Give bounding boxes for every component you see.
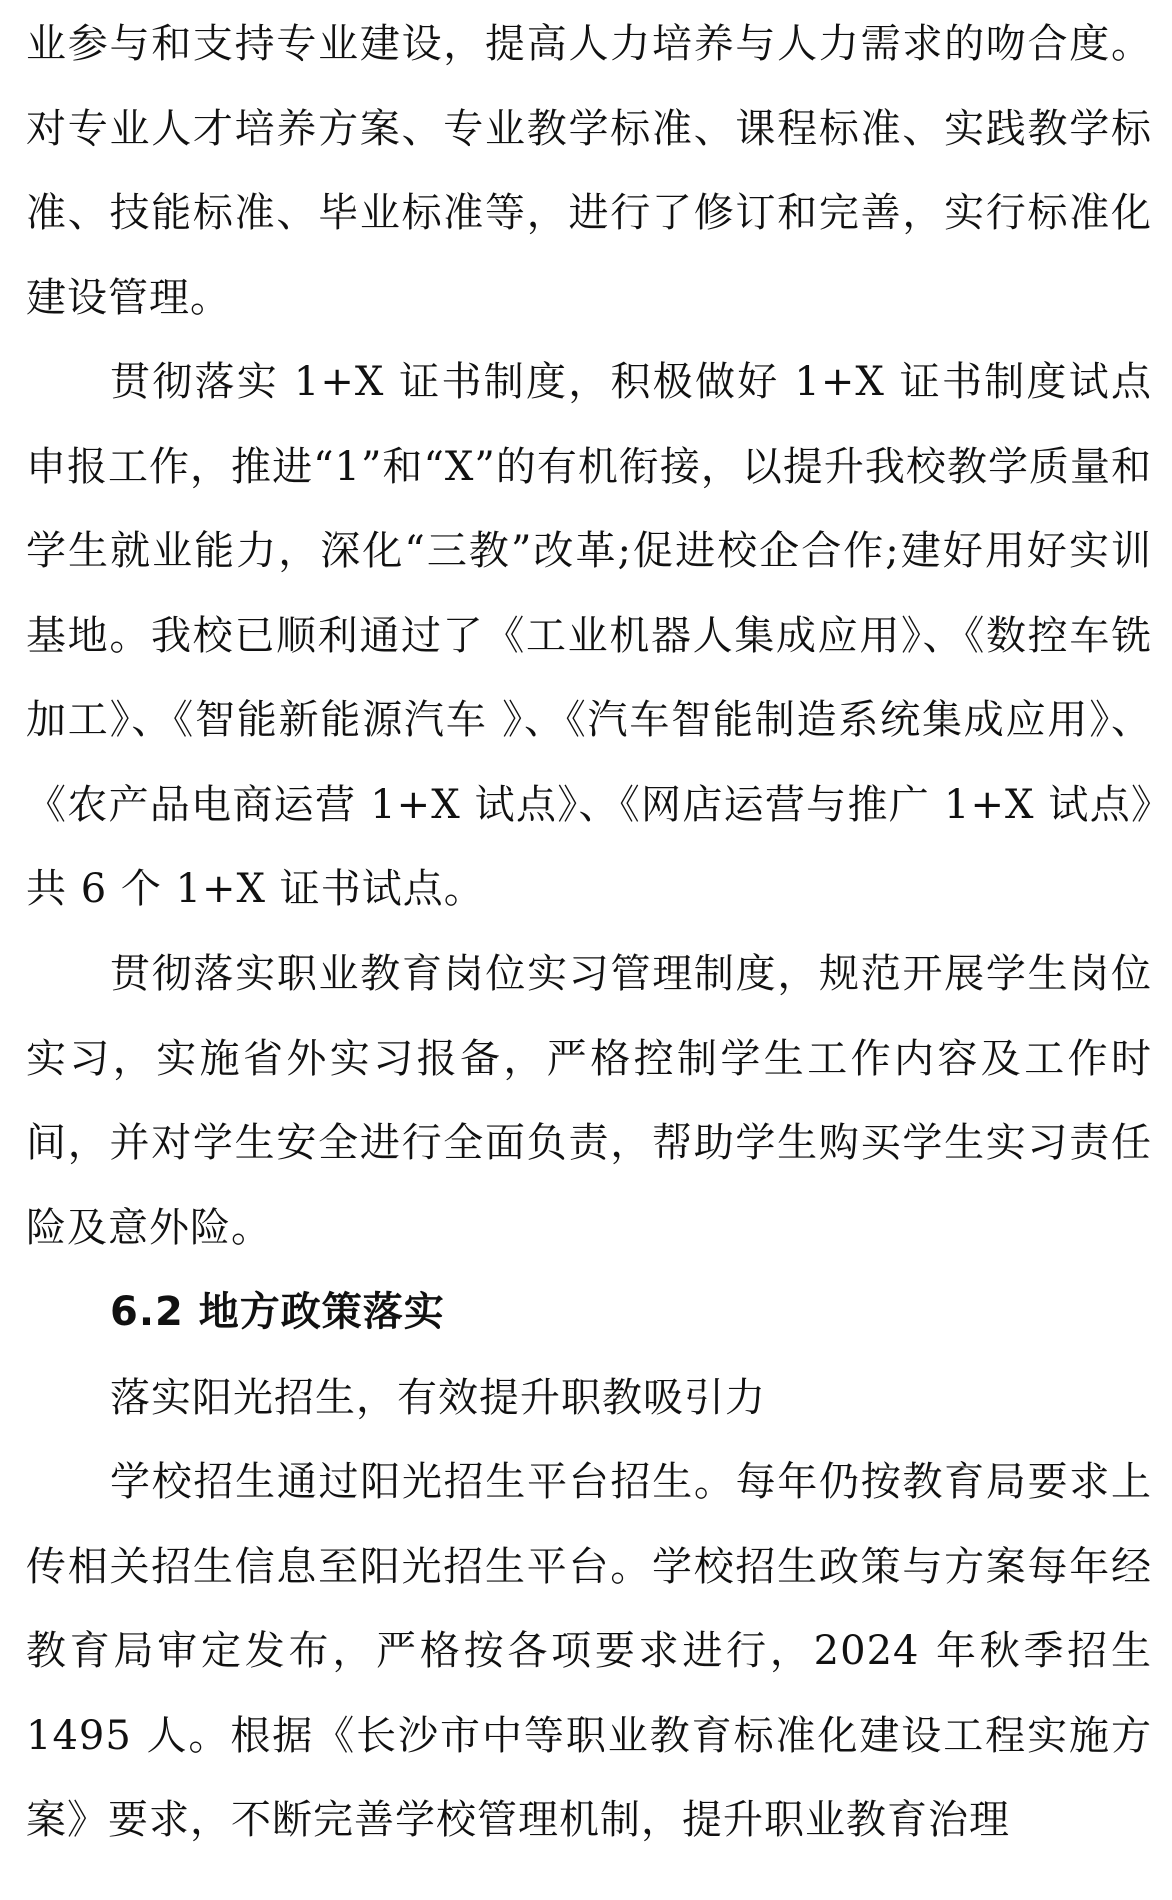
paragraph-internship-management: 贯彻落实职业教育岗位实习管理制度，规范开展学生岗位实习，实施省外实习报备，严格控制学生工作内容及工作时间，并对学生安全进行全面负责，帮助学生购买学生实习责任险及意外险。: [26, 951, 1152, 1251]
paragraph-enrollment: 学校招生通过阳光招生平台招生。每年仍按教育局要求上传相关招生信息至阳光招生平台。学校招生政策与方案每年经教育局审定发布，严格按各项要求进行，2024 年秋季招生 1495 人。根据《长沙市中等职业教育标准化建设工程实施方案》要求，不断完善学校管理机制，提升职业教育治理: [26, 1459, 1152, 1843]
section-heading: 6.2 地方政策落实: [110, 1289, 445, 1335]
section-subheading: 落实阳光招生，有效提升职教吸引力: [110, 1375, 766, 1421]
paragraph-1x-certificate: 贯彻落实 1+X 证书制度，积极做好 1+X 证书制度试点申报工作，推进“1”和“X”的有机衔接，以提升我校教学质量和学生就业能力，深化“三教”改革;促进校企合作;建好用好实训基地。我校已顺利通过了《工业机器人集成应用》、《数控车铣加工》、《智能新能源汽车 》、《汽车智能制造系统集成应用》、《农产品电商运营 1+X 试点》、《网店运营与推广 1+X 试点》共 6 个 1+X 证书试点。: [26, 359, 1152, 912]
paragraph-curriculum-standards: 业参与和支持专业建设，提高人力培养与人力需求的吻合度。对专业人才培养方案、专业教学标准、课程标准、实践教学标准、技能标准、毕业标准等，进行了修订和完善，实行标准化建设管理。: [26, 21, 1152, 321]
